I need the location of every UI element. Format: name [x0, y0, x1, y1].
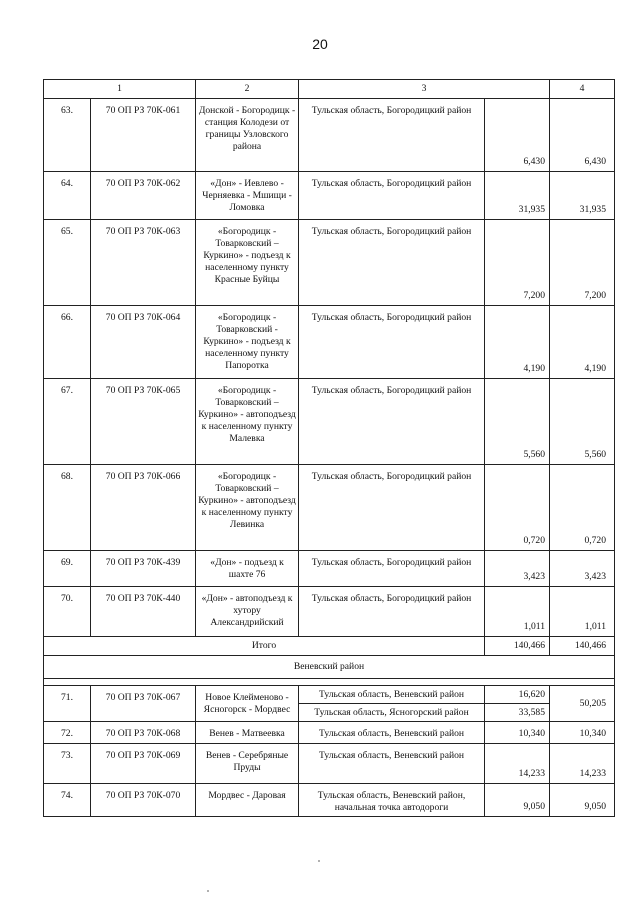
- table-row: [44, 587, 615, 637]
- header-col-4: 4: [550, 80, 615, 99]
- road-location: Тульская область, Богородицкий район: [299, 172, 485, 220]
- road-code: 70 ОП РЗ 70К-063: [91, 220, 196, 306]
- row-number: 65.: [44, 220, 91, 306]
- subtotal-row: [44, 637, 615, 656]
- road-location: Тульская область, Богородицкий район: [299, 551, 485, 587]
- road-location: Тульская область, Богородицкий район: [299, 99, 485, 172]
- road-total-length: 6,430: [550, 99, 615, 172]
- table-row: [44, 99, 615, 172]
- road-code: 70 ОП РЗ 70К-440: [91, 587, 196, 637]
- road-length: 16,620: [485, 686, 550, 704]
- row-number: 63.: [44, 99, 91, 172]
- row-number: 67.: [44, 379, 91, 465]
- road-name: «Богородицк - Товарковский - Куркино» - подъезд к населенному пункту Папоротка: [196, 306, 299, 379]
- table-row: [44, 722, 615, 744]
- table-row: [44, 172, 615, 220]
- road-location: Тульская область, Веневский район, начальная точка автодороги: [299, 784, 485, 817]
- header-col-2: 2: [196, 80, 299, 99]
- row-number: 70.: [44, 587, 91, 637]
- spacer-cell: [44, 679, 615, 686]
- road-name: Венев - Матвеевка: [196, 722, 299, 744]
- header-col-3: 3: [299, 80, 550, 99]
- road-length: 31,935: [485, 172, 550, 220]
- table-header-row: [44, 80, 615, 99]
- road-name: «Богородицк - Товарковский – Куркино» - автоподъезд к населенному пункту Малевка: [196, 379, 299, 465]
- road-total-length: 5,560: [550, 379, 615, 465]
- row-number: 72.: [44, 722, 91, 744]
- table-row: [44, 686, 615, 704]
- road-name: «Богородицк - Товарковский – Куркино» - подъезд к населенному пункту Красные Буйцы: [196, 220, 299, 306]
- road-length: 33,585: [485, 704, 550, 722]
- roads-table: [43, 79, 615, 817]
- table-row: [44, 744, 615, 784]
- road-total-length: 50,205: [550, 686, 615, 722]
- road-location: Тульская область, Богородицкий район: [299, 465, 485, 551]
- row-number: 69.: [44, 551, 91, 587]
- road-code: 70 ОП РЗ 70К-062: [91, 172, 196, 220]
- row-number: 74.: [44, 784, 91, 817]
- road-location: Тульская область, Богородицкий район: [299, 379, 485, 465]
- road-code: 70 ОП РЗ 70К-069: [91, 744, 196, 784]
- road-name: Венев - Серебряные Пруды: [196, 744, 299, 784]
- road-name: Новое Клейменово - Ясногорск - Мордвес: [196, 686, 299, 722]
- subtotal-label: Итого: [44, 637, 485, 656]
- road-total-length: 14,233: [550, 744, 615, 784]
- header-col-1: 1: [44, 80, 196, 99]
- road-location: Тульская область, Веневский район: [299, 722, 485, 744]
- table-row: [44, 379, 615, 465]
- road-name: «Дон» - автоподъезд к хутору Александрийский: [196, 587, 299, 637]
- road-length: 0,720: [485, 465, 550, 551]
- page-number: 20: [312, 36, 328, 52]
- road-location: Тульская область, Веневский район: [299, 686, 485, 704]
- road-length: 4,190: [485, 306, 550, 379]
- road-length: 14,233: [485, 744, 550, 784]
- road-total-length: 10,340: [550, 722, 615, 744]
- row-number: 66.: [44, 306, 91, 379]
- subtotal-length: 140,466: [485, 637, 550, 656]
- row-number: 71.: [44, 686, 91, 722]
- table-row: [44, 220, 615, 306]
- scan-speck: [318, 860, 320, 862]
- row-number: 73.: [44, 744, 91, 784]
- road-length: 7,200: [485, 220, 550, 306]
- subtotal-total: 140,466: [550, 637, 615, 656]
- table-row: [44, 306, 615, 379]
- road-length: 9,050: [485, 784, 550, 817]
- road-location: Тульская область, Богородицкий район: [299, 306, 485, 379]
- road-code: 70 ОП РЗ 70К-065: [91, 379, 196, 465]
- road-location: Тульская область, Богородицкий район: [299, 587, 485, 637]
- road-code: 70 ОП РЗ 70К-061: [91, 99, 196, 172]
- road-code: 70 ОП РЗ 70К-067: [91, 686, 196, 722]
- road-total-length: 7,200: [550, 220, 615, 306]
- road-code: 70 ОП РЗ 70К-070: [91, 784, 196, 817]
- table-row: [44, 465, 615, 551]
- road-code: 70 ОП РЗ 70К-064: [91, 306, 196, 379]
- road-length: 1,011: [485, 587, 550, 637]
- road-length: 3,423: [485, 551, 550, 587]
- scan-speck: [207, 890, 209, 892]
- road-code: 70 ОП РЗ 70К-068: [91, 722, 196, 744]
- spacer-row: [44, 679, 615, 686]
- road-name: Донской - Богородицк - станция Колодези от границы Узловского района: [196, 99, 299, 172]
- road-total-length: 0,720: [550, 465, 615, 551]
- road-location: Тульская область, Веневский район: [299, 744, 485, 784]
- road-total-length: 9,050: [550, 784, 615, 817]
- table-row: [44, 551, 615, 587]
- road-name: «Богородицк - Товарковский – Куркино» - автоподъезд к населенному пункту Левинка: [196, 465, 299, 551]
- table-row: [44, 784, 615, 817]
- road-name: «Дон» - Иевлево - Черняевка - Мшищи - Ломовка: [196, 172, 299, 220]
- road-name: «Дон» - подъезд к шахте 76: [196, 551, 299, 587]
- road-total-length: 31,935: [550, 172, 615, 220]
- road-length: 5,560: [485, 379, 550, 465]
- road-location: Тульская область, Ясногорский район: [299, 704, 485, 722]
- road-total-length: 1,011: [550, 587, 615, 637]
- row-number: 64.: [44, 172, 91, 220]
- road-total-length: 4,190: [550, 306, 615, 379]
- road-length: 10,340: [485, 722, 550, 744]
- road-total-length: 3,423: [550, 551, 615, 587]
- row-number: 68.: [44, 465, 91, 551]
- road-code: 70 ОП РЗ 70К-439: [91, 551, 196, 587]
- road-length: 6,430: [485, 99, 550, 172]
- road-location: Тульская область, Богородицкий район: [299, 220, 485, 306]
- section-title: Веневский район: [44, 656, 615, 679]
- road-name: Мордвес - Даровая: [196, 784, 299, 817]
- road-code: 70 ОП РЗ 70К-066: [91, 465, 196, 551]
- section-row: [44, 656, 615, 679]
